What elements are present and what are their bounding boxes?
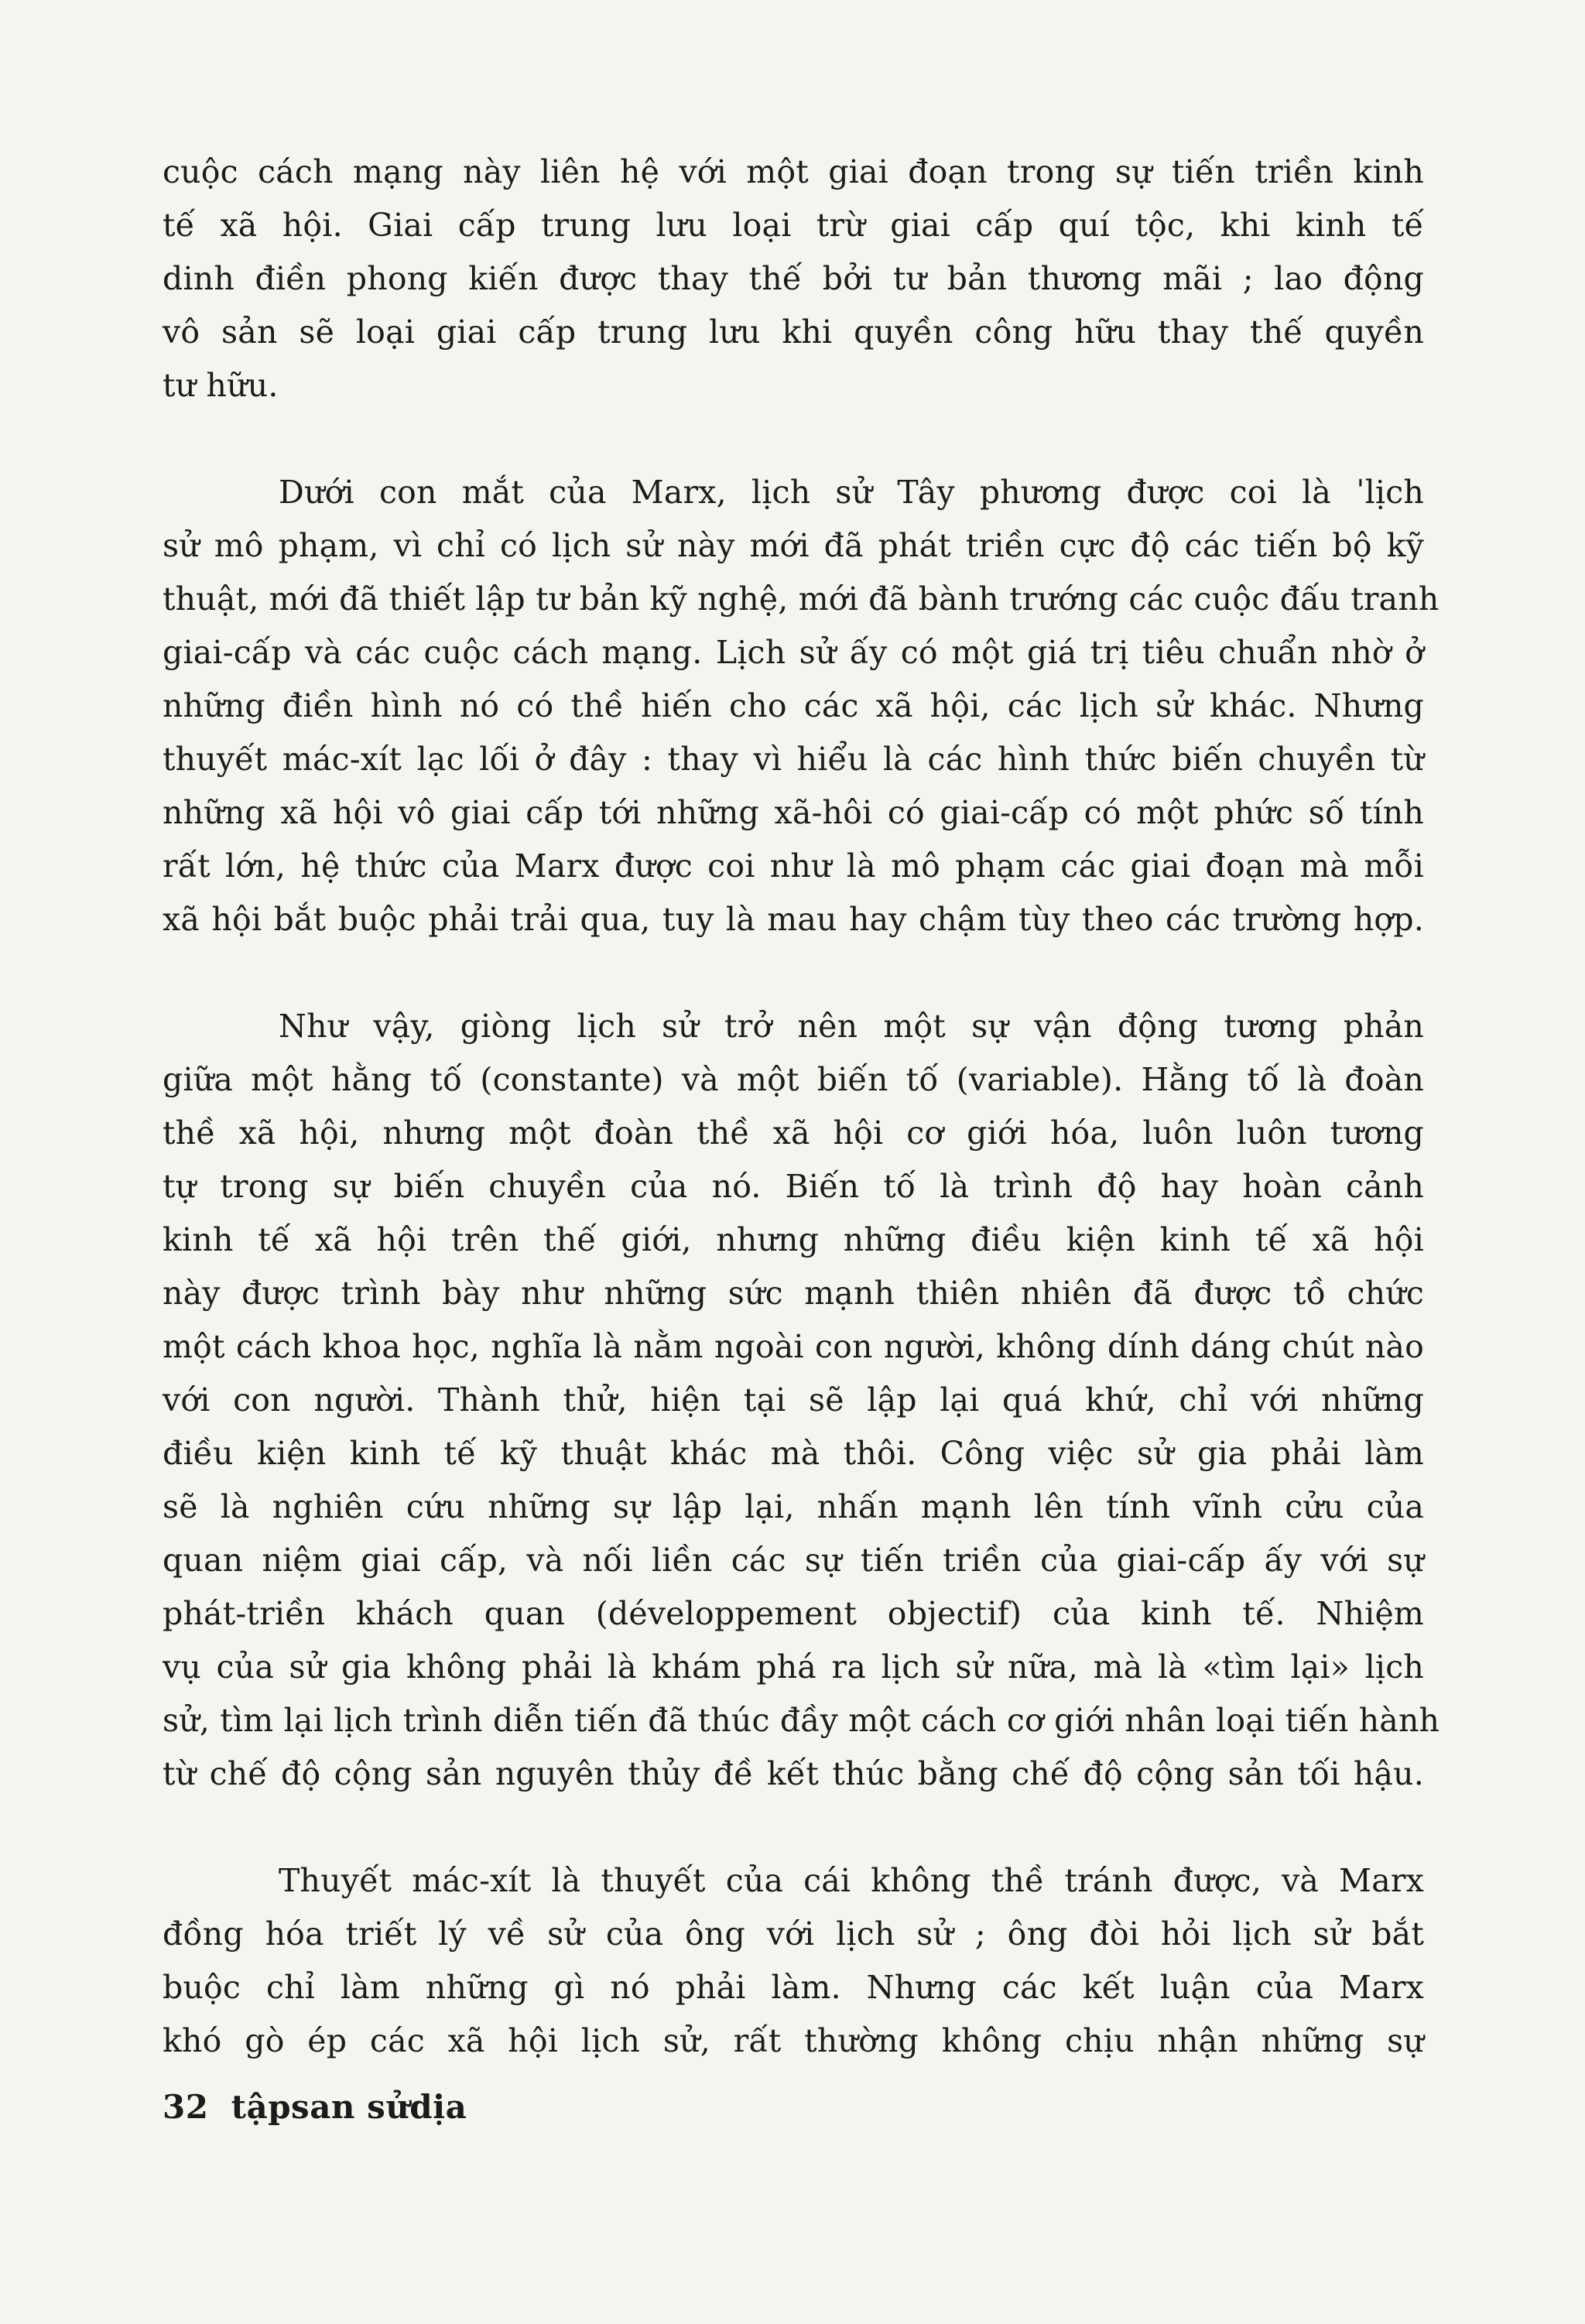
text-line: giai-cấp và các cuộc cách mạng. Lịch sử ấy có một giá trị tiêu chuẩn nhờ ở [163, 634, 1424, 671]
text-line: một cách khoa học, nghĩa là nằm ngoài con người, không dính dáng chút nào [163, 1328, 1424, 1365]
text-line: thuật, mới đã thiết lập tư bản kỹ nghệ, mới đã bành trướng các cuộc đấu tranh [163, 580, 1440, 618]
text-line: rất lớn, hệ thức của Marx được coi như là mô phạm các giai đoạn mà mỗi [163, 847, 1424, 885]
page-footer [163, 2088, 467, 2126]
text-line: sử, tìm lại lịch trình diễn tiến đã thúc đầy một cách cơ giới nhân loại tiến hành [163, 1702, 1440, 1739]
text-line: tế xã hội. Giai cấp trung lưu loại trừ giai cấp quí tộc, khi kinh tế [163, 207, 1424, 244]
text-line: quan niệm giai cấp, và nối liền các sự tiến triền của giai-cấp ấy với sự [163, 1542, 1424, 1579]
text-line: sử mô phạm, vì chỉ có lịch sử này mới đã phát triền cực độ các tiến bộ kỹ [163, 527, 1424, 564]
text-line: đồng hóa triết lý về sử của ông với lịch sử ; ông đòi hỏi lịch sử bắt [163, 1915, 1424, 1953]
text-line: buộc chỉ làm những gì nó phải làm. Nhưng các kết luận của Marx [163, 1969, 1424, 2006]
text-line: thuyết mác-xít lạc lối ở đây : thay vì hiểu là các hình thức biến chuyền từ [163, 741, 1424, 778]
text-line: những xã hội vô giai cấp tới những xã-hôi có giai-cấp có một phức số tính [163, 794, 1424, 831]
text-line: thề xã hội, nhưng một đoàn thề xã hội cơ giới hóa, luôn luôn tương [163, 1114, 1424, 1152]
text-line: sẽ là nghiên cứu những sự lập lại, nhấn mạnh lên tính vĩnh cửu của [163, 1488, 1424, 1525]
paragraph-3 [163, 1000, 1440, 1801]
paragraph-1 [163, 145, 1424, 412]
text-line: tự trong sự biến chuyền của nó. Biến tố là trình độ hay hoàn cảnh [163, 1168, 1424, 1205]
page-number: 32 [163, 2088, 209, 2126]
body-text [163, 145, 1440, 2068]
text-line: kinh tế xã hội trên thế giới, nhưng những điều kiện kinh tế xã hội [163, 1221, 1424, 1258]
text-line: giữa một hằng tố (constante) và một biến tố (variable). Hằng tố là đoàn [163, 1061, 1424, 1098]
text-line: vô sản sẽ loại giai cấp trung lưu khi quyền công hữu thay thế quyền [163, 313, 1424, 351]
text-line: dinh điền phong kiến được thay thế bởi tư bản thương mãi ; lao động [163, 260, 1424, 297]
text-line: Thuyết mác-xít là thuyết của cái không thề tránh được, và Marx [279, 1862, 1424, 1899]
text-line: Như vậy, giòng lịch sử trở nên một sự vận động tương phản [279, 1008, 1424, 1045]
text-line: xã hội bắt buộc phải trải qua, tuy là mau hay chậm tùy theo các trường hợp. [163, 901, 1424, 938]
text-line: khó gò ép các xã hội lịch sử, rất thường không chịu nhận những sự [163, 2022, 1424, 2059]
text-line: cuộc cách mạng này liên hệ với một giai đoạn trong sự tiến triền kinh [163, 153, 1424, 190]
text-line: với con người. Thành thử, hiện tại sẽ lập lại quá khứ, chỉ với những [163, 1381, 1424, 1419]
text-line: phát-triền khách quan (développement objectif) của kinh tế. Nhiệm [163, 1595, 1424, 1632]
text-line: Dưới con mắt của Marx, lịch sử Tây phương được coi là ˈlịch [279, 474, 1424, 511]
publication-name: tậpsan sửdịa [231, 2088, 467, 2126]
text-line: những điền hình nó có thề hiến cho các xã hội, các lịch sử khác. Nhưng [163, 687, 1424, 724]
text-line: điều kiện kinh tế kỹ thuật khác mà thôi. Công việc sử gia phải làm [163, 1435, 1424, 1472]
text-line: vụ của sử gia không phải là khám phá ra lịch sử nữa, mà là «tìm lại» lịch [163, 1648, 1424, 1686]
text-line: tư hữu. [163, 367, 279, 404]
paragraph-2 [163, 466, 1440, 946]
text-line: từ chế độ cộng sản nguyên thủy đề kết thúc bằng chế độ cộng sản tối hậu. [163, 1755, 1424, 1792]
text-line: này được trình bày như những sức mạnh thiên nhiên đã được tồ chức [163, 1275, 1424, 1312]
paragraph-4 [163, 1854, 1424, 2068]
